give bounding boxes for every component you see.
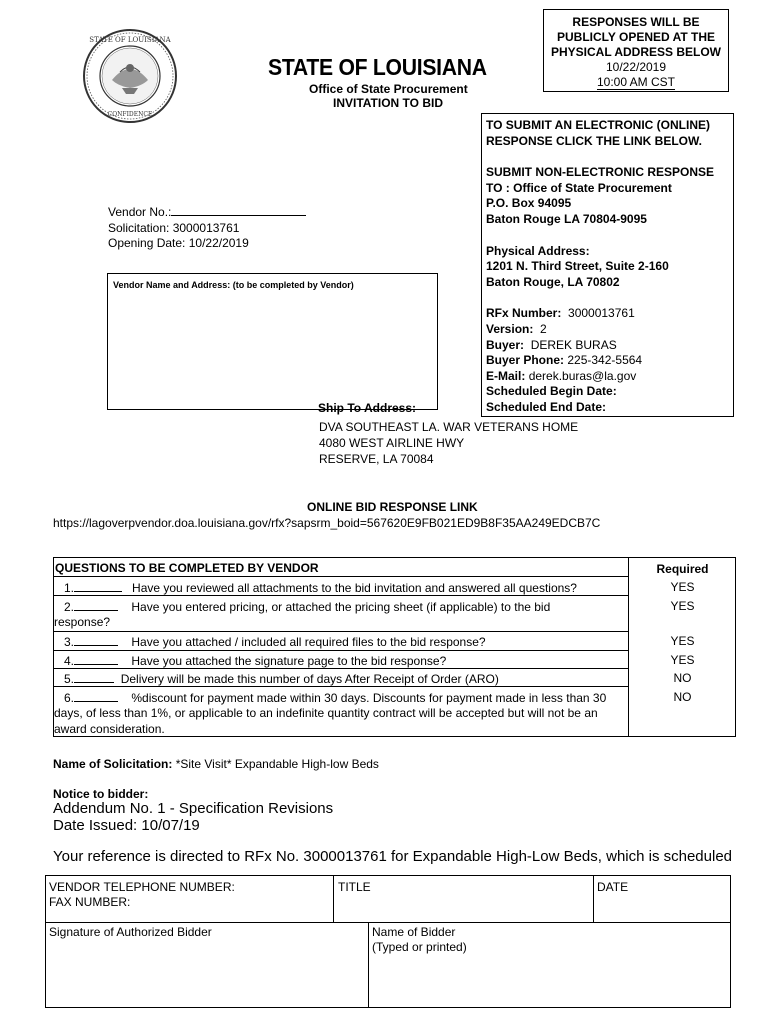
- physical-address-label: Physical Address:: [486, 243, 590, 258]
- required-header: Required: [656, 562, 709, 576]
- buyer-label: Buyer:: [486, 337, 525, 352]
- buyer-phone-label: Buyer Phone:: [486, 353, 565, 368]
- electronic-line-2: RESPONSE CLICK THE LINK BELOW.: [486, 133, 703, 148]
- vendor-no-field[interactable]: [171, 204, 306, 216]
- electronic-line-1: TO SUBMIT AN ELECTRONIC (ONLINE): [486, 118, 710, 132]
- svg-text:CONFIDENCE: CONFIDENCE: [107, 111, 153, 118]
- question-number: 3.: [64, 635, 75, 649]
- physical-address-line-1: 1201 N. Third Street, Suite 2-160: [486, 259, 669, 274]
- answer-field[interactable]: [74, 670, 114, 683]
- addendum-date: Date Issued: 10/07/19: [53, 817, 200, 834]
- solicitation-name-value: *Site Visit* Expandable High-low Beds: [175, 757, 379, 771]
- buyer-value: DEREK BURAS: [530, 337, 617, 352]
- question-row: [54, 598, 628, 615]
- ship-to-line-2: 4080 WEST AIRLINE HWY: [319, 436, 465, 450]
- page-title: STATE OF LOUISIANA: [268, 54, 487, 80]
- version-label: Version:: [486, 321, 534, 336]
- ship-to-label: Ship To Address:: [318, 401, 417, 415]
- bidder-name-label: Name of Bidder: [372, 925, 456, 939]
- required-value: YES: [670, 653, 695, 667]
- vendor-name-address-field[interactable]: [107, 273, 438, 410]
- opening-time: 10:00 AM CST: [596, 75, 676, 89]
- rfx-label: RFx Number:: [486, 306, 562, 321]
- question-row: [54, 670, 628, 687]
- opening-date: 10/22/2019: [605, 60, 667, 74]
- email-value[interactable]: derek.buras@la.gov: [528, 368, 637, 383]
- question-text-continued: response?: [54, 615, 111, 629]
- question-number: 1.: [64, 581, 75, 595]
- responses-notice-box: [543, 9, 729, 92]
- email-label: E-Mail:: [486, 368, 526, 383]
- required-value: YES: [670, 634, 695, 648]
- svg-text:STATE OF LOUISIANA: STATE OF LOUISIANA: [89, 36, 171, 44]
- responses-line-2: PUBLICLY OPENED AT THE: [556, 30, 716, 44]
- vendor-info: [108, 204, 306, 252]
- question-number: 2.: [64, 600, 75, 614]
- answer-field[interactable]: [74, 633, 118, 646]
- nonelectronic-heading: SUBMIT NON-ELECTRONIC RESPONSE: [486, 165, 715, 180]
- document-type: INVITATION TO BID: [333, 96, 443, 110]
- rfx-value: 3000013761: [568, 306, 635, 321]
- ship-to-address: [319, 419, 578, 467]
- notice-label: Notice to bidder:: [53, 787, 149, 801]
- state-seal-icon: [82, 28, 178, 124]
- signature-table: [45, 875, 731, 1008]
- buyer-phone-value: 225-342-5564: [567, 353, 643, 368]
- responses-line-1: RESPONSES WILL BE: [572, 15, 700, 29]
- bidder-name-sublabel: (Typed or printed): [372, 940, 467, 954]
- responses-line-3: PHYSICAL ADDRESS BELOW: [550, 45, 721, 59]
- required-value: YES: [670, 599, 695, 613]
- question-text-continued: award consideration.: [54, 722, 165, 736]
- question-number: 5.: [64, 672, 75, 686]
- online-link-title: ONLINE BID RESPONSE LINK: [307, 500, 478, 514]
- vendor-no-label: Vendor No.:: [108, 205, 172, 219]
- answer-field[interactable]: [74, 689, 118, 702]
- question-number: 4.: [64, 654, 75, 668]
- question-text: Have you attached the signature page to the bid response?: [131, 654, 447, 668]
- question-text: Have you entered pricing, or attached the pricing sheet (if applicable) to the bid: [131, 600, 551, 614]
- solicitation-name-label: Name of Solicitation:: [53, 757, 173, 771]
- mail-city: Baton Rouge LA 70804-9095: [486, 211, 647, 226]
- answer-field[interactable]: [74, 652, 118, 665]
- question-text: Have you reviewed all attachments to the bid invitation and answered all questions?: [132, 581, 577, 595]
- date-label: DATE: [597, 880, 629, 894]
- questions-table: [53, 557, 736, 737]
- end-date-label: Scheduled End Date:: [486, 399, 607, 414]
- question-row: [54, 689, 628, 706]
- question-row: [54, 652, 628, 669]
- vendor-name-address-label: Vendor Name and Address: (to be completed by Vendor): [113, 280, 354, 290]
- online-bid-link[interactable]: https://lagoverpvendor.doa.louisiana.gov/rfx?sapsrm_boid=567620E9FB021ED9B8F35AA249EDCB7C: [53, 516, 601, 530]
- answer-field[interactable]: [74, 598, 118, 611]
- required-value: NO: [673, 690, 692, 704]
- fax-label: FAX NUMBER:: [49, 895, 131, 909]
- required-value: NO: [673, 671, 692, 685]
- required-value: YES: [670, 580, 695, 594]
- addendum-title: Addendum No. 1 - Specification Revisions: [53, 800, 334, 817]
- question-row: [54, 633, 628, 650]
- questions-header: QUESTIONS TO BE COMPLETED BY VENDOR: [55, 561, 319, 575]
- opening-date-line: Opening Date: 10/22/2019: [108, 236, 249, 250]
- ship-to-line-1: DVA SOUTHEAST LA. WAR VETERANS HOME: [319, 420, 579, 434]
- question-number: 6.: [64, 691, 75, 705]
- solicitation-name: [53, 757, 379, 771]
- mail-to: TO : Office of State Procurement: [486, 180, 672, 195]
- office-name: Office of State Procurement: [309, 82, 468, 96]
- answer-field[interactable]: [74, 579, 122, 592]
- submission-info-box: [481, 113, 734, 417]
- question-text: Have you attached / included all required files to the bid response?: [131, 635, 486, 649]
- ship-to-line-3: RESERVE, LA 70084: [319, 452, 434, 466]
- question-row: [54, 579, 628, 596]
- solicitation-number: Solicitation: 3000013761: [108, 220, 240, 235]
- begin-date-label: Scheduled Begin Date:: [486, 384, 617, 399]
- question-text: %discount for payment made within 30 days. Discounts for payment made in less than 30: [131, 691, 607, 705]
- title-label: TITLE: [338, 880, 371, 894]
- vendor-phone-label: VENDOR TELEPHONE NUMBER:: [49, 880, 235, 894]
- reference-text: Your reference is directed to RFx No. 3000013761 for Expandable High-Low Beds, which is scheduled: [53, 848, 733, 865]
- question-text-continued: days, of less than 1%, or applicable to an indefinite quantity contract will be accepted but will not be an: [54, 706, 598, 720]
- version-value: 2: [540, 321, 547, 336]
- physical-address-line-2: Baton Rouge, LA 70802: [486, 274, 620, 289]
- question-text: Delivery will be made this number of days After Receipt of Order (ARO): [120, 672, 499, 686]
- po-box: P.O. Box 94095: [486, 196, 572, 211]
- signature-label: Signature of Authorized Bidder: [49, 925, 212, 939]
